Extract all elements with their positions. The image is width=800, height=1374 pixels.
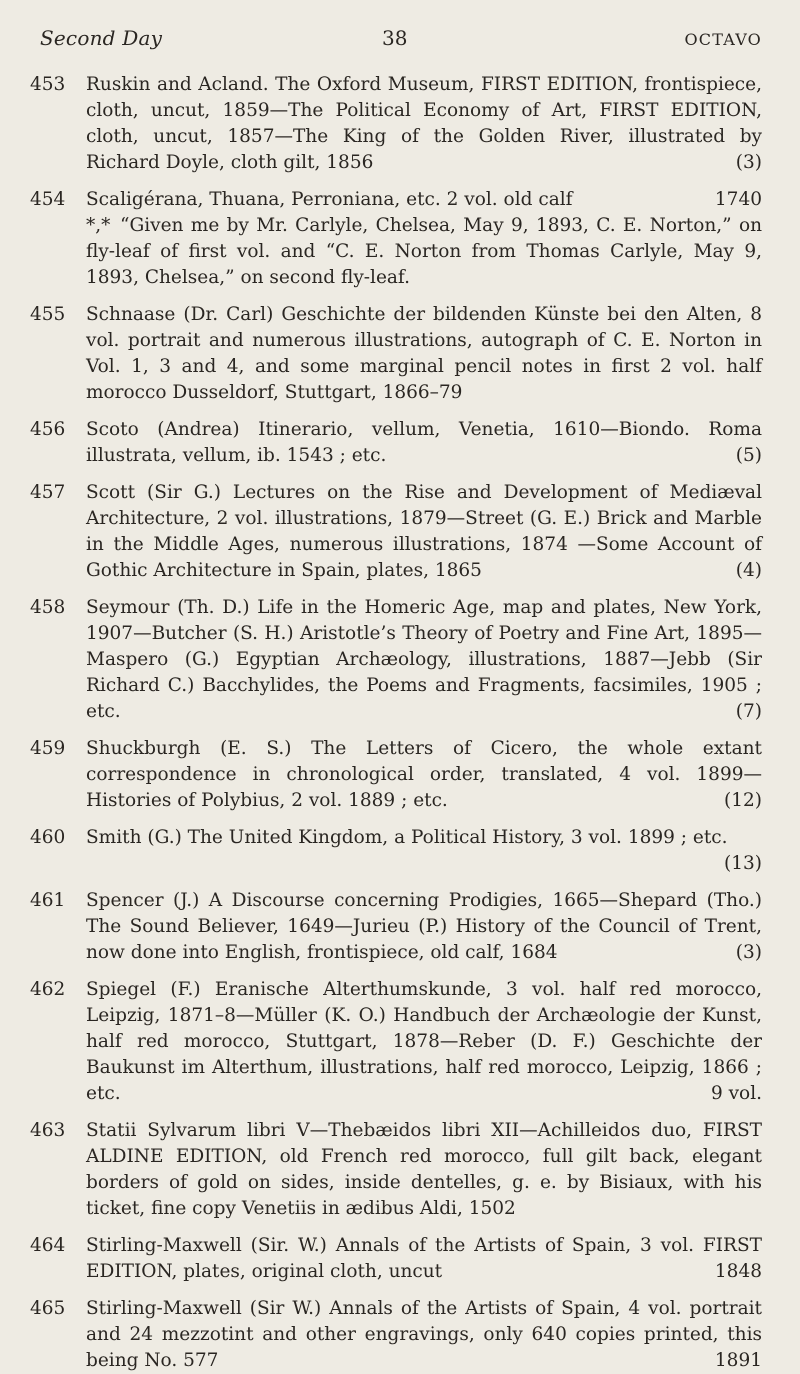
lot-text: Stirling-Maxwell (Sir W.) Annals of the Artists of Spain, 4 vol. portrait and 24 mezzotint and other engravings, only 640 copies printed, this being No. 577 [86,1298,762,1371]
lot-entry [30,736,762,814]
lot-description [86,72,762,176]
lot-entry [30,187,762,291]
lot-number: 461 [30,890,66,911]
lot-number: 456 [30,419,66,440]
lot-entry [30,417,762,469]
lot-description [86,1296,762,1374]
lot-quantity: (13) [724,853,762,874]
note-text: “Given me by Mr. Carlyle, Chelsea, May 9, 1893, C. E. Norton,” on fly-leaf of first vol. and “C. E. Norton from Thomas Carlyle, May 9, 1893, Chelsea,” on second fly-leaf. [86,215,762,288]
lot-entry [30,1296,762,1374]
lot-quantity: (4) [735,560,762,581]
lot-entry [30,825,762,877]
lot-description [86,1233,762,1285]
lot-description [86,888,762,966]
lot-description [86,825,762,877]
lot-text: Smith (G.) The United Kingdom, a Political History, 3 vol. 1899 ; etc. [86,827,728,848]
lot-text: Shuckburgh (E. S.) The Letters of Cicero, the whole extant correspondence in chronological order, translated, 4 vol. 1899—Histories of Polybius, 2 vol. 1889 ; etc. [86,738,762,811]
lot-description [86,1118,762,1222]
lot-text: Scoto (Andrea) Itinerario, vellum, Venetia, 1610—Biondo. Roma illustrata, vellum, ib. 1543 ; etc. [86,419,762,466]
lot-entry [30,480,762,584]
lot-description [86,977,762,1107]
lot-text: Spiegel (F.) Eranische Alterthumskunde, 3 vol. half red morocco, Leipzig, 1871–8—Müller (K. O.) Handbuch der Archæologie der Kunst, half red morocco, Stuttgart, 1878—Reber (D. F.) Geschichte der Baukunst im Alterthum, illustrations, half red morocco, Leipzig, 1866 ; etc. [86,979,762,1104]
lot-quantity: (3) [735,942,762,963]
lot-entry [30,595,762,725]
running-head-day: Second Day [40,26,163,50]
lot-quantity: 9 vol. [710,1083,762,1104]
lot-provenance-note [86,213,762,291]
lot-list [30,72,762,1374]
lot-quantity: (12) [724,790,762,811]
lot-quantity: 1891 [714,1350,762,1371]
page-number: 38 [382,26,408,50]
lot-text: Scaligérana, Thuana, Perroniana, etc. 2 vol. old calf [86,189,573,210]
lot-text: Schnaase (Dr. Carl) Geschichte der bildenden Künste bei den Alten, 8 vol. portrait and numerous illustrations, autograph of C. E. Norton in Vol. 1, 3 and 4, and some marginal pencil notes in first 2 vol. half morocco Dusseldorf, Stuttgart, 1866–79 [86,304,762,403]
lot-number: 457 [30,482,66,503]
lot-number: 459 [30,738,66,759]
lot-entry [30,977,762,1107]
lot-entry [30,888,762,966]
lot-description [86,302,762,406]
lot-quantity: 1848 [714,1261,762,1282]
lot-description [86,187,762,291]
lot-quantity: 1740 [714,189,762,210]
lot-number: 454 [30,189,66,210]
lot-text: Scott (Sir G.) Lectures on the Rise and Development of Mediæval Architecture, 2 vol. illustrations, 1879—Street (G. E.) Brick and Marble in the Middle Ages, numerous illustrations, 1874 —Some Account of Gothic Architecture in Spain, plates, 1865 [86,482,762,581]
lot-text: Ruskin and Acland. The Oxford Museum, FIRST EDITION, frontispiece, cloth, uncut, 1859—The Political Economy of Art, FIRST EDITION, cloth, uncut, 1857—The King of the Golden River, illustrated by Richard Doyle, cloth gilt, 1856 [86,74,762,173]
lot-number: 463 [30,1120,66,1141]
lot-entry [30,1118,762,1222]
lot-description [86,417,762,469]
lot-entry [30,1233,762,1285]
note-asterism: *,* [86,215,111,236]
lot-number: 462 [30,979,66,1000]
lot-entry [30,302,762,406]
lot-description [86,736,762,814]
lot-quantity: (3) [735,152,762,173]
lot-description [86,595,762,725]
lot-number: 460 [30,827,66,848]
lot-text: Statii Sylvarum libri V—Thebæidos libri XII—Achilleidos duo, FIRST ALDINE EDITION, old French red morocco, full gilt back, elegant borders of gold on sides, inside dentelles, g. e. by Bisiaux, with his ticket, fine copy Venetiis in ædibus Aldi, 1502 [86,1120,762,1219]
lot-entry [30,72,762,176]
lot-text: Seymour (Th. D.) Life in the Homeric Age, map and plates, New York, 1907—Butcher (S. H.) Aristotle’s Theory of Poetry and Fine Art, 1895—Maspero (G.) Egyptian Archæology, illustrations, 1887—Jebb (Sir Richard C.) Bacchylides, the Poems and Fragments, facsimiles, 1905 ; etc. [86,597,762,722]
lot-quantity: (7) [735,701,762,722]
lot-description [86,480,762,584]
running-head [40,26,762,50]
lot-number: 465 [30,1298,66,1319]
lot-number: 458 [30,597,66,618]
lot-number: 464 [30,1235,66,1256]
lot-quantity: (5) [735,445,762,466]
lot-number: 453 [30,74,66,95]
lot-number: 455 [30,304,66,325]
running-head-format: OCTAVO [684,30,762,49]
lot-text: Stirling-Maxwell (Sir. W.) Annals of the Artists of Spain, 3 vol. FIRST EDITION, plates, original cloth, uncut [86,1235,762,1282]
lot-text: Spencer (J.) A Discourse concerning Prodigies, 1665—Shepard (Tho.) The Sound Believer, 1649—Jurieu (P.) History of the Council of Trent, now done into English, frontispiece, old calf, 1684 [86,890,762,963]
